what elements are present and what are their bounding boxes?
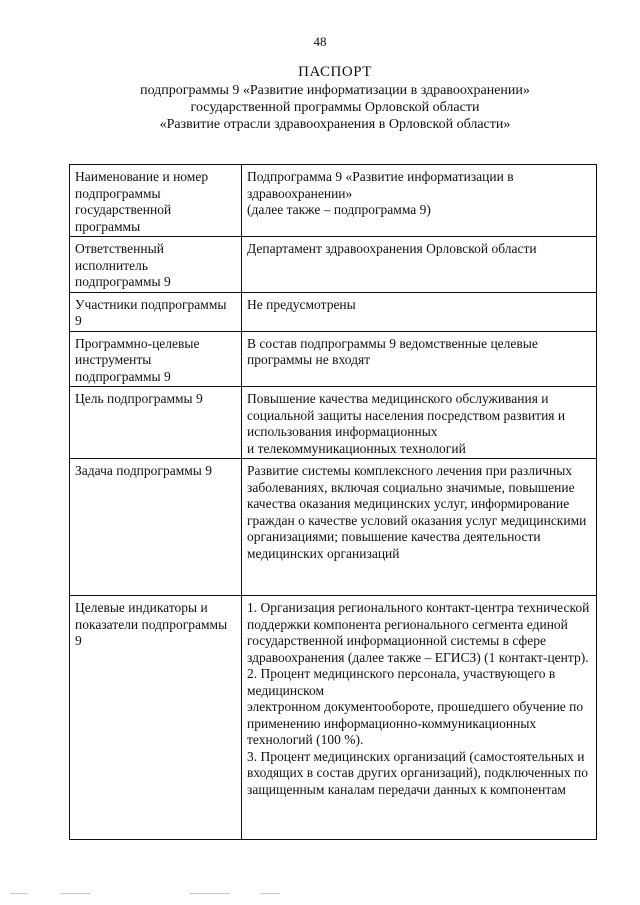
row-value-paragraph: электронном документообороте, прошедшего обучение по применению информационно-коммуникационных технологий (100 %). xyxy=(247,699,584,747)
table-row xyxy=(70,292,597,331)
table-row xyxy=(70,165,597,237)
table-row xyxy=(70,331,597,387)
scan-mark xyxy=(60,893,90,894)
row-value xyxy=(242,331,597,387)
header-line-3: «Развитие отрасли здравоохранения в Орловской области» xyxy=(159,117,511,132)
table-row xyxy=(70,596,597,840)
row-value-paragraph: Развитие системы комплексного лечения при различных заболеваниях, включая социально значимые, повышение качества оказания медицинских услуг, информирование граждан о качестве условий оказания услуг медицинскими организациями; повышение качества деятельности медицинских организаций xyxy=(247,463,587,561)
table-row xyxy=(70,387,597,459)
row-value-paragraph: Повышение качества медицинского обслуживания и социальной защиты населения посредством развития и использования информационных xyxy=(247,391,566,439)
row-value-paragraph: Подпрограмма 9 «Развитие информатизации в здравоохранении» xyxy=(247,169,514,201)
row-value-paragraph: Не предусмотрены xyxy=(247,296,356,312)
row-value-paragraph: В состав подпрограммы 9 ведомственные целевые программы не входят xyxy=(247,335,538,367)
row-value xyxy=(242,596,597,840)
row-label: Ответственный исполнитель подпрограммы 9 xyxy=(70,237,242,293)
row-value xyxy=(242,459,597,596)
page-number: 48 xyxy=(313,34,327,49)
passport-table xyxy=(69,164,597,840)
row-value xyxy=(242,165,597,237)
row-value-paragraph: 3. Процент медицинских организаций (самостоятельных и входящих в состав других организаций), подключенных по защищенным каналам передачи данных к компонентам xyxy=(247,748,588,797)
row-label: Цель подпрограммы 9 xyxy=(70,387,242,459)
row-label: Наименование и номер подпрограммы государственной программы xyxy=(70,165,242,237)
scan-artifacts xyxy=(0,893,640,901)
row-label: Программно-целевые инструменты подпрограммы 9 xyxy=(70,331,242,387)
header-line-1: подпрограммы 9 «Развитие информатизации в здравоохранении» xyxy=(140,83,530,98)
row-value-paragraph: и телекоммуникационных технологий xyxy=(247,440,466,456)
row-label: Участники подпрограммы 9 xyxy=(70,292,242,331)
row-value xyxy=(242,237,597,293)
scan-mark xyxy=(260,893,280,894)
row-value-paragraph: 1. Организация регионального контакт-центра технической поддержки компонента регионального сегмента единой государственной информационной системы в сфере здравоохранения (далее также – ЕГИСЗ) (1 контакт-центр). xyxy=(247,600,590,665)
scan-mark xyxy=(190,893,230,894)
table-row xyxy=(70,237,597,293)
header-line-2: государственной программы Орловской области xyxy=(190,100,480,115)
scan-mark xyxy=(10,893,28,894)
row-label: Целевые индикаторы и показатели подпрограммы 9 xyxy=(70,596,242,840)
row-value-paragraph: 2. Процент медицинского персонала, участвующего в медицинском xyxy=(247,666,556,698)
row-value-paragraph: Департамент здравоохранения Орловской области xyxy=(247,241,537,256)
document-title: ПАСПОРТ xyxy=(298,64,372,80)
row-value-paragraph: (далее также – подпрограмма 9) xyxy=(247,202,431,217)
document-header xyxy=(40,64,630,133)
row-value xyxy=(242,292,597,331)
table-row xyxy=(70,459,597,596)
row-label: Задача подпрограммы 9 xyxy=(70,459,242,596)
row-value xyxy=(242,387,597,459)
